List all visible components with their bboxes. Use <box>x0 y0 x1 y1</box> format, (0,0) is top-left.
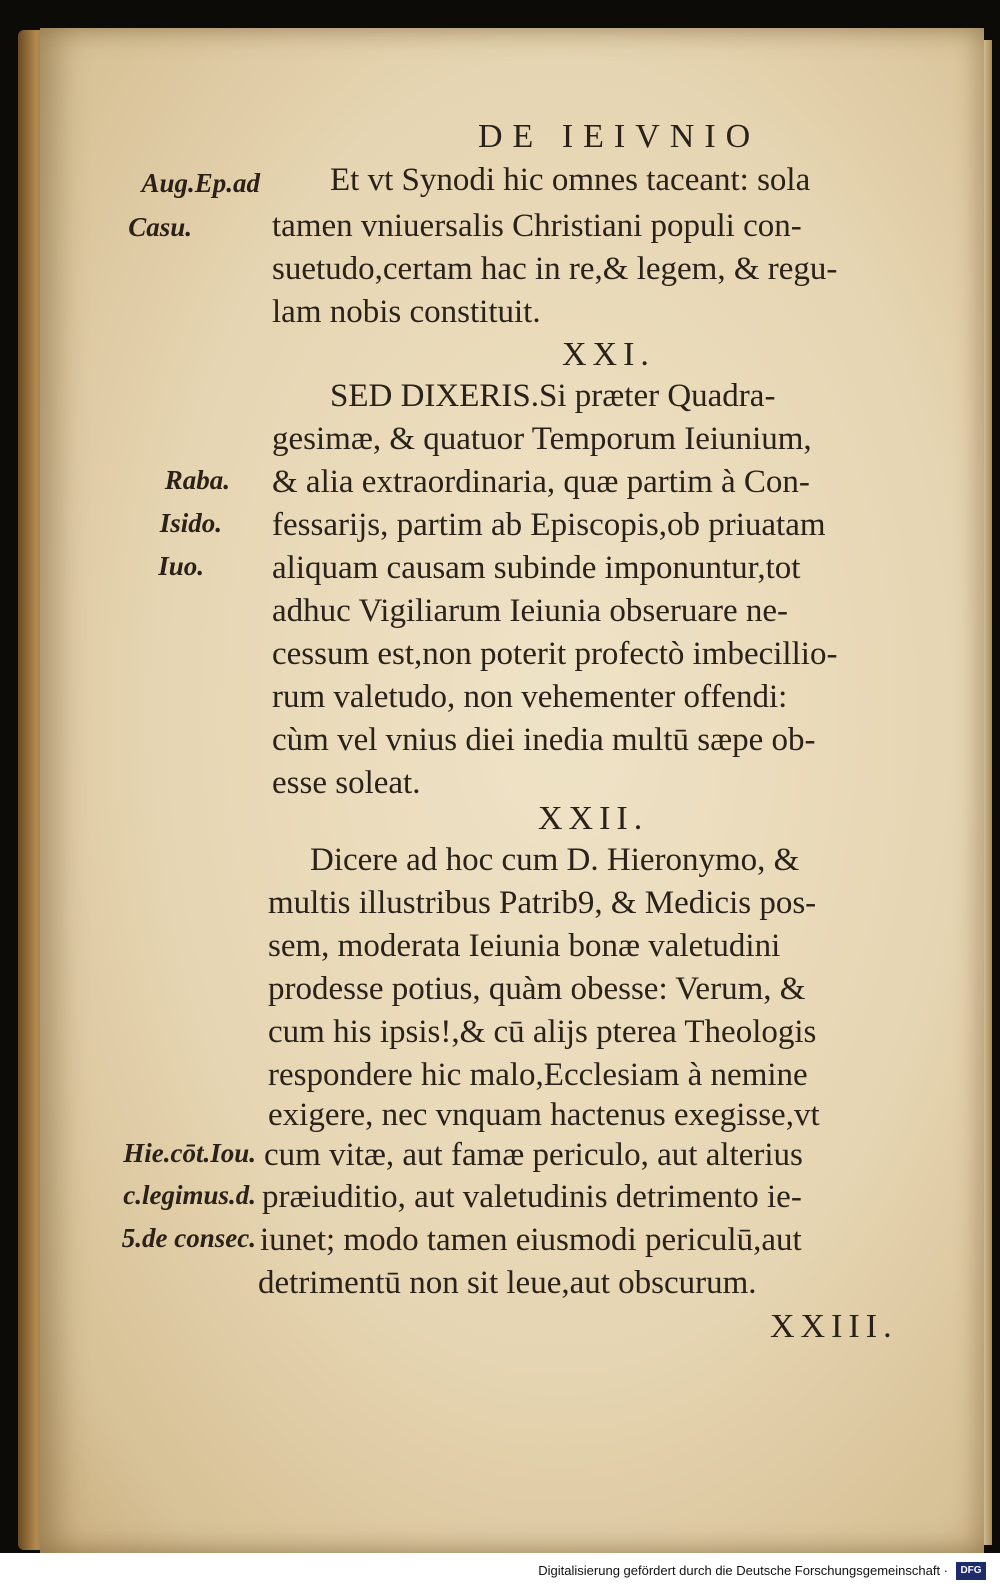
margin-note: Isido. <box>159 508 222 538</box>
digitization-footer <box>0 1553 1000 1593</box>
text-line: Et vt Synodi hic omnes taceant: sola <box>330 162 811 198</box>
text-line: cum vitæ, aut famæ periculo, aut alterius <box>264 1137 803 1173</box>
text-line: respondere hic malo,Ecclesiam à nemine <box>268 1057 808 1093</box>
margin-note: Aug.Ep.ad <box>141 168 260 198</box>
margin-note: c.legimus.d. <box>123 1180 256 1210</box>
footer-credit: Digitalisierung gefördert durch die Deutsche Forschungsgemeinschaft · <box>538 1563 948 1578</box>
dfg-logo: DFG <box>956 1562 986 1580</box>
margin-note: Hie.cōt.Iou. <box>123 1138 256 1168</box>
margin-note: 5.de consec. <box>121 1223 256 1253</box>
text-line: rum valetudo, non vehementer offendi: <box>272 679 788 715</box>
text-line: multis illustribus Patrib9, & Medicis pos- <box>268 885 817 921</box>
text-line: cessum est,non poterit profectò imbecillio- <box>272 636 838 672</box>
text-line: iunet; modo tamen eiusmodi periculū,aut <box>260 1222 802 1258</box>
text-line: SED DIXERIS.Si præter Quadra- <box>330 378 776 414</box>
text-line: esse soleat. <box>272 765 421 801</box>
text-line: adhuc Vigiliarum Ieiunia obseruare ne- <box>272 593 789 629</box>
text-line: detrimentū non sit leue,aut obscurum. <box>258 1265 757 1301</box>
text-line: fessarijs, partim ab Episcopis,ob priuatam <box>272 507 826 543</box>
text-line: sem, moderata Ieiunia bonæ valetudini <box>268 928 781 964</box>
section-number: XXIII. <box>770 1308 898 1345</box>
text-line: suetudo,certam hac in re,& legem, & regu- <box>272 251 838 287</box>
margin-note: Casu. <box>128 212 192 242</box>
section-number: XXII. <box>538 800 649 837</box>
text-line: lam nobis constituit. <box>272 294 541 330</box>
margin-note: Iuo. <box>158 551 204 581</box>
text-line: Dicere ad hoc cum D. Hieronymo, & <box>310 842 800 878</box>
text-line: prodesse potius, quàm obesse: Verum, & <box>268 971 806 1007</box>
margin-note: Raba. <box>164 465 230 495</box>
text-line: exigere, nec vnquam hactenus exegisse,vt <box>268 1097 820 1133</box>
section-number: XXI. <box>562 336 655 373</box>
text-line: cum his ipsis!,& cū alijs pterea Theologis <box>268 1014 817 1050</box>
running-head: DE IEIVNIO <box>478 118 761 155</box>
text-line: aliquam causam subinde imponuntur,tot <box>272 550 801 586</box>
text-line: cùm vel vnius diei inedia multū sæpe ob- <box>272 722 816 758</box>
text-line: & alia extraordinaria, quæ partim à Con- <box>272 464 810 500</box>
text-line: gesimæ, & quatuor Temporum Ieiunium, <box>272 421 812 457</box>
text-line: præiuditio, aut valetudinis detrimento ie- <box>262 1179 802 1215</box>
text-line: tamen vniuersalis Christiani populi con- <box>272 208 802 244</box>
